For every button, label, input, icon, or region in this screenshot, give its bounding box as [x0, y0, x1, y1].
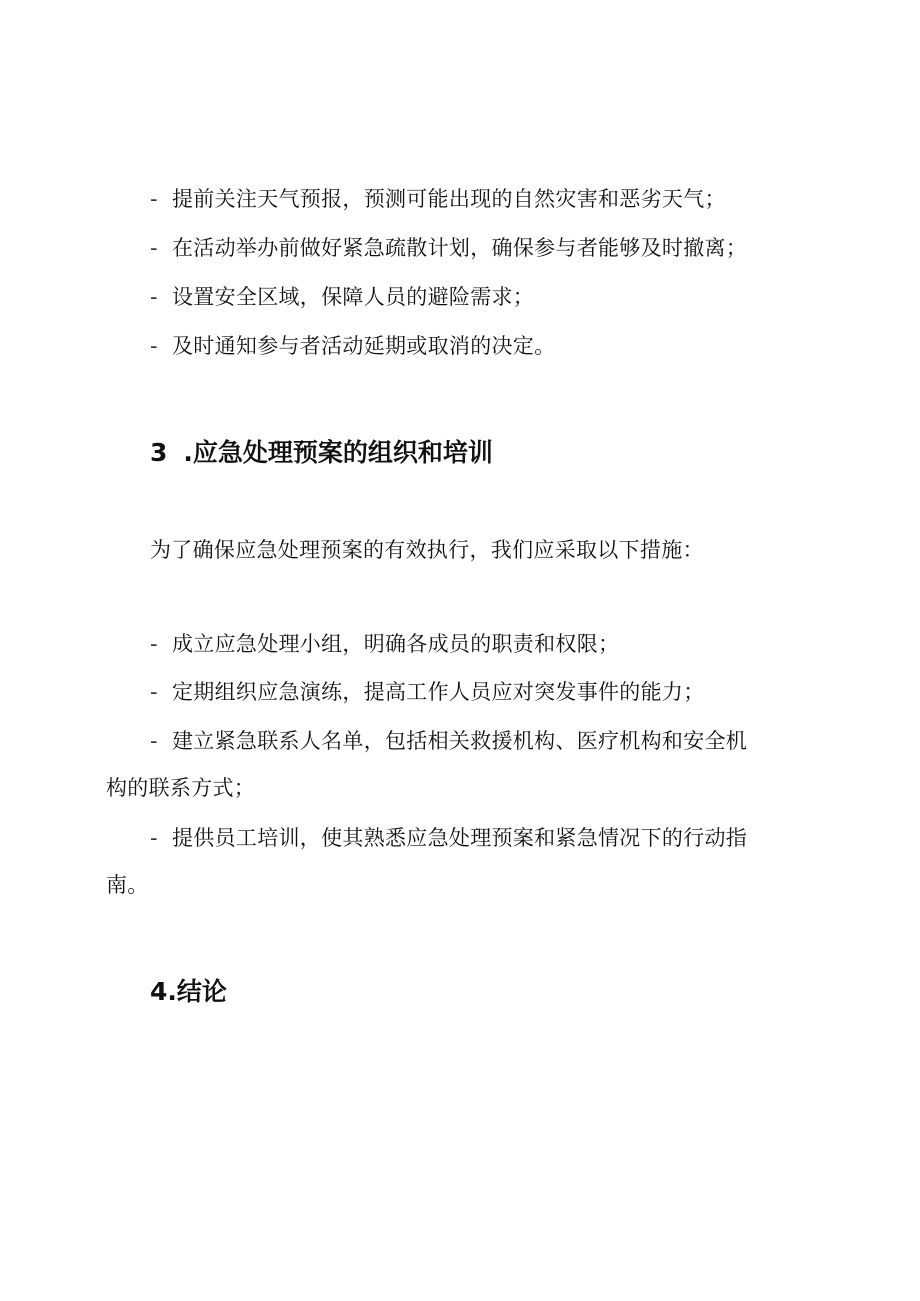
bullet-dash: - [150, 729, 158, 753]
section-number: 3 [150, 438, 168, 467]
bullet-item [150, 332, 810, 360]
section-3-intro: 为了确保应急处理预案的有效执行，我们应采取以下措施： [150, 538, 704, 562]
bullet-text: 成立应急处理小组，明确各成员的职责和权限； [172, 632, 620, 656]
bullet-item [150, 678, 810, 706]
section-3-heading [150, 437, 493, 469]
bullet-dash: - [150, 285, 158, 309]
bullet-dash: - [150, 236, 158, 260]
bullet-dash: - [150, 187, 158, 211]
bullet-text: 及时通知参与者活动延期或取消的决定。 [172, 334, 556, 358]
bullet-item [150, 727, 810, 755]
bullet-dash: - [150, 826, 158, 850]
bullet-text: 定期组织应急演练，提高工作人员应对突发事件的能力； [172, 680, 705, 704]
bullet-text: 建立紧急联系人名单，包括相关救援机构、医疗机构和安全机 [172, 729, 748, 753]
section-title: .应急处理预案的组织和培训 [183, 438, 493, 467]
section-4-heading: 4.结论 [150, 977, 227, 1006]
bullet-item [150, 824, 810, 852]
bullet-dash: - [150, 632, 158, 656]
bullet-item [150, 283, 810, 311]
bullet-item [150, 630, 810, 658]
bullet-text: 在活动举办前做好紧急疏散计划，确保参与者能够及时撤离； [172, 236, 748, 260]
bullet-continuation: 南。 [106, 873, 149, 897]
bullet-item [150, 185, 810, 213]
bullet-text: 提供员工培训，使其熟悉应急处理预案和紧急情况下的行动指 [172, 826, 748, 850]
bullet-text: 提前关注天气预报，预测可能出现的自然灾害和恶劣天气； [172, 187, 726, 211]
bullet-dash: - [150, 680, 158, 704]
bullet-text: 设置安全区域，保障人员的避险需求； [172, 285, 535, 309]
bullet-item [150, 234, 810, 262]
bullet-continuation: 构的联系方式； [106, 776, 256, 800]
bullet-dash: - [150, 334, 158, 358]
